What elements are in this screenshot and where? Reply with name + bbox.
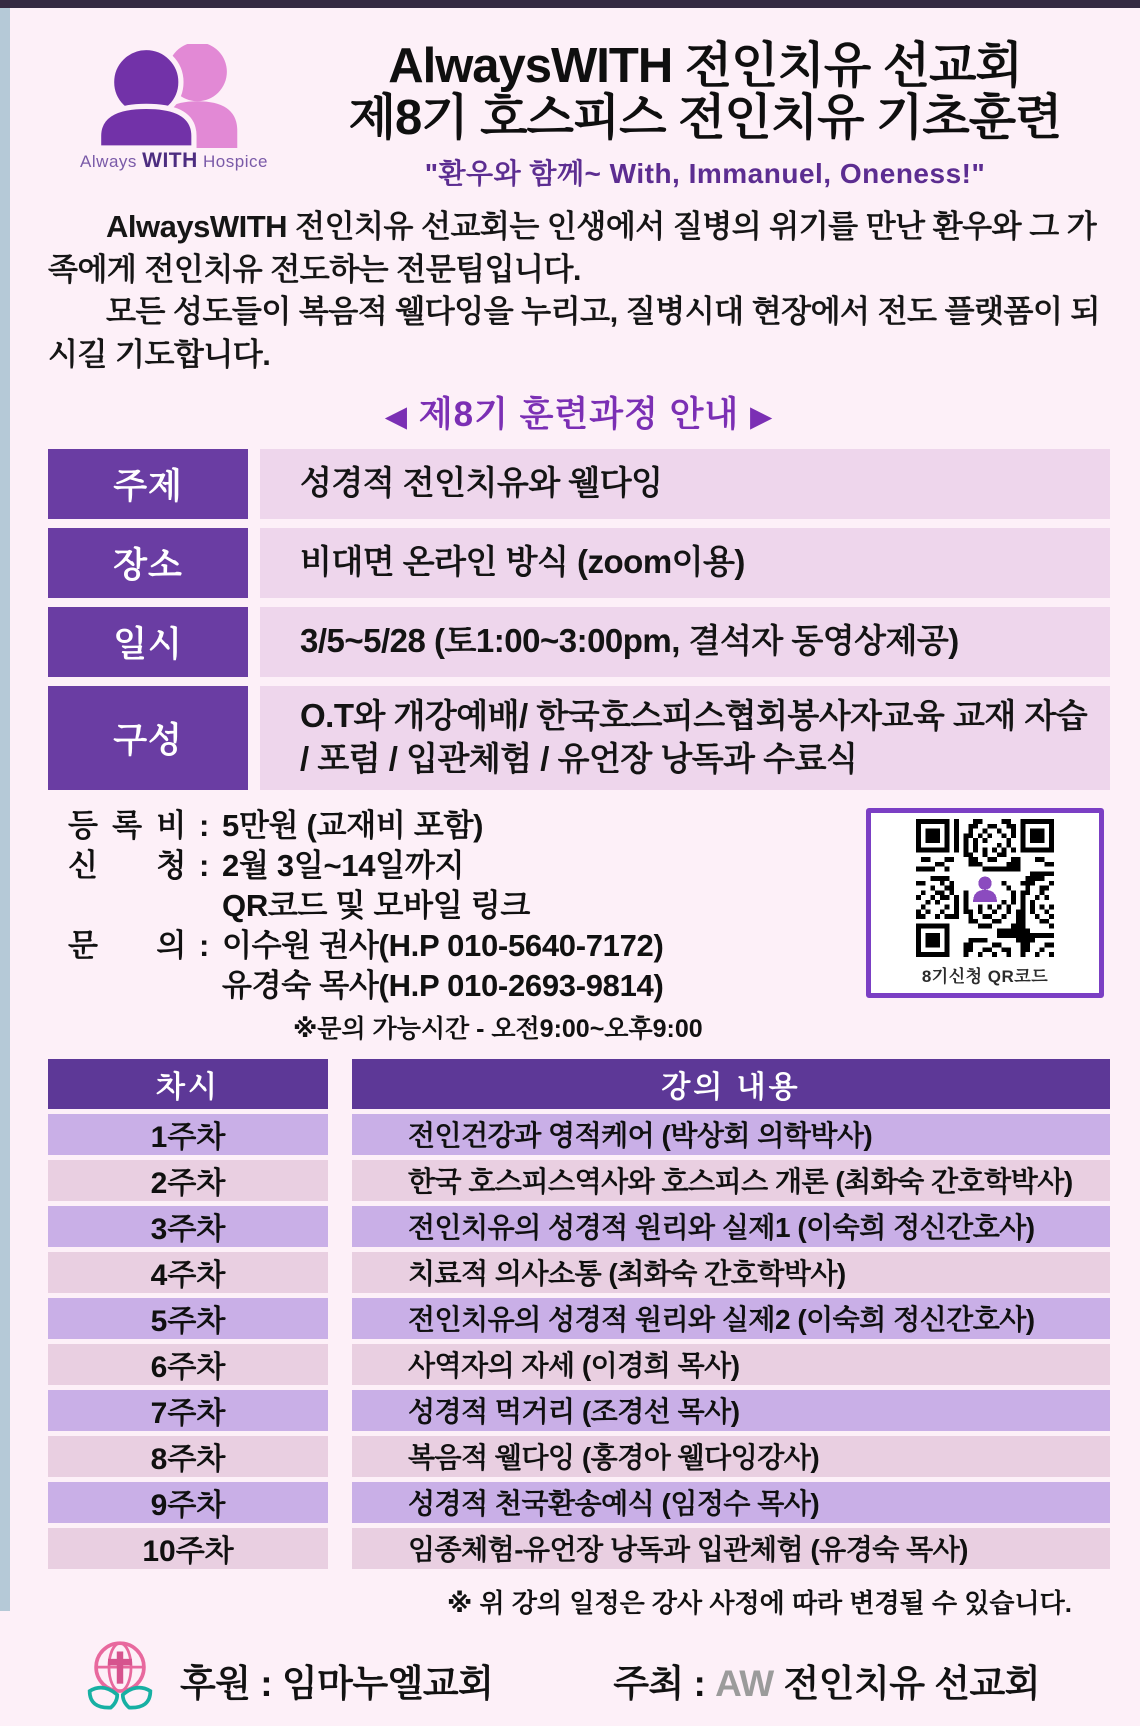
lecture-schedule-table	[48, 1059, 1110, 1569]
line-label: 신 청	[68, 847, 186, 883]
table-row	[48, 1160, 1110, 1201]
brand-logo	[48, 36, 300, 192]
sponsor-label: 후원 : 임마누엘교회	[180, 1662, 494, 1704]
content-cell: 사역자의 자세 (이경희 목사)	[352, 1344, 1110, 1385]
line-value: 5만원 (교재비 포함)	[222, 807, 484, 843]
row-value: 성경적 전인치유와 웰다잉	[260, 449, 1110, 519]
content-cell: 전인건강과 영적케어 (박상회 의학박사)	[352, 1114, 1110, 1155]
subtitle: "환우와 함께~ With, Immanuel, Oneness!"	[424, 157, 986, 189]
line-colon	[186, 966, 222, 1006]
line-label	[68, 966, 186, 1006]
left-border	[0, 8, 10, 1611]
registration-line	[68, 886, 854, 926]
line-value: 유경숙 목사(H.P 010-2693-9814)	[222, 967, 664, 1003]
registration-lines	[48, 806, 854, 1045]
people-icon	[69, 44, 279, 148]
host-suffix: 전인치유 선교회	[773, 1662, 1040, 1704]
poster	[10, 8, 1140, 1726]
qr-code	[916, 819, 1054, 957]
top-border	[0, 0, 1140, 8]
row-value: 비대면 온라인 방식 (zoom이용)	[260, 528, 1110, 598]
line-value: 이수원 권사(H.P 010-5640-7172)	[222, 927, 664, 963]
page-title-line1: AlwaysWITH 전인치유 선교회	[388, 39, 1022, 93]
host-aw: AW	[715, 1662, 774, 1704]
week-cell: 1주차	[48, 1114, 328, 1155]
brand-tagline	[48, 149, 300, 173]
registration-line	[68, 846, 854, 886]
content-cell: 임종체험-유언장 낭독과 입관체험 (유경숙 목사)	[352, 1528, 1110, 1569]
registration-section	[48, 806, 1110, 1045]
qr-code-box	[866, 808, 1104, 998]
registration-line	[68, 926, 854, 966]
table-row	[48, 1252, 1110, 1293]
row-value: 3/5~5/28 (토1:00~3:00pm, 결석자 동영상제공)	[260, 607, 1110, 677]
content-cell: 전인치유의 성경적 원리와 실제2 (이숙희 정신간호사)	[352, 1298, 1110, 1339]
content-cell: 한국 호스피스역사와 호스피스 개론 (최화숙 간호학박사)	[352, 1160, 1110, 1201]
inquiry-hours-note: ※문의 가능시간 - 오전9:00~오후9:00	[293, 1014, 703, 1043]
line-colon: :	[198, 927, 210, 963]
content-cell: 성경적 먹거리 (조경선 목사)	[352, 1390, 1110, 1431]
row-label: 일시	[48, 607, 248, 677]
row-label: 장소	[48, 528, 248, 598]
course-info-table	[48, 449, 1110, 790]
section-title	[48, 387, 1110, 437]
table-header-row	[48, 1059, 1110, 1109]
registration-line	[68, 806, 854, 846]
content-cell: 복음적 웰다잉 (홍경아 웰다잉강사)	[352, 1436, 1110, 1477]
intro-section	[48, 206, 1106, 377]
footer	[48, 1634, 1110, 1726]
table-row	[48, 1390, 1110, 1431]
host	[613, 1653, 1040, 1707]
week-cell: 2주차	[48, 1160, 328, 1201]
church-logo-icon	[74, 1634, 166, 1726]
line-label: 등 록 비	[68, 807, 186, 843]
right-arrow-icon: ▶	[749, 400, 774, 433]
line-label	[68, 886, 186, 926]
week-cell: 8주차	[48, 1436, 328, 1477]
content-cell: 전인치유의 성경적 원리와 실제1 (이숙희 정신간호사)	[352, 1206, 1110, 1247]
table-row	[48, 1528, 1110, 1569]
row-value: O.T와 개강예배/ 한국호스피스협회봉사자교육 교재 자습 / 포럼 / 입관체험 / 유언장 낭독과 수료식	[260, 686, 1110, 790]
page-title-line2: 제8기 호스피스 전인치유 기초훈련	[348, 91, 1062, 146]
week-cell: 4주차	[48, 1252, 328, 1293]
row-label: 구성	[48, 686, 248, 790]
schedule-change-note: ※ 위 강의 일정은 강사 사정에 따라 변경될 수 있습니다.	[447, 1587, 1072, 1618]
brand-with: WITH	[142, 149, 198, 172]
row-label: 주제	[48, 449, 248, 519]
intro-paragraph-1: AlwaysWITH 전인치유 선교회는 인생에서 질병의 위기를 만난 환우와 그 가족에게 전인치유 전도하는 전문팀입니다.	[48, 208, 1097, 287]
line-label: 문 의	[68, 927, 186, 963]
line-value: QR코드 및 모바일 링크	[222, 887, 531, 923]
left-arrow-icon: ◀	[384, 400, 409, 433]
week-cell: 10주차	[48, 1528, 328, 1569]
header	[48, 36, 1110, 192]
week-cell: 5주차	[48, 1298, 328, 1339]
week-cell: 6주차	[48, 1344, 328, 1385]
table-row	[48, 1344, 1110, 1385]
table-row	[48, 686, 1110, 790]
column-header-content: 강의 내용	[352, 1059, 1110, 1109]
brand-always: Always	[80, 152, 137, 171]
section-title-text: 제8기 훈련과정 안내	[418, 394, 740, 434]
line-colon: :	[198, 807, 210, 843]
table-row	[48, 1114, 1110, 1155]
table-row	[48, 1436, 1110, 1477]
sponsor	[74, 1634, 493, 1726]
week-cell: 9주차	[48, 1482, 328, 1523]
qr-caption: 8기신청 QR코드	[921, 966, 1049, 986]
week-cell: 3주차	[48, 1206, 328, 1247]
week-cell: 7주차	[48, 1390, 328, 1431]
table-row	[48, 607, 1110, 677]
table-row	[48, 1206, 1110, 1247]
intro-paragraph-2: 모든 성도들이 복음적 웰다잉을 누리고, 질병시대 현장에서 전도 플랫폼이 되시길 기도합니다.	[48, 294, 1100, 373]
host-prefix: 주최 :	[613, 1662, 716, 1704]
table-row	[48, 528, 1110, 598]
table-row	[48, 449, 1110, 519]
title-block	[300, 36, 1110, 192]
brand-hospice: Hospice	[203, 152, 268, 171]
registration-line	[68, 966, 854, 1006]
content-cell: 성경적 천국환송예식 (임정수 목사)	[352, 1482, 1110, 1523]
column-header-week: 차시	[48, 1059, 328, 1109]
line-colon	[186, 886, 222, 926]
content-cell: 치료적 의사소통 (최화숙 간호학박사)	[352, 1252, 1110, 1293]
line-colon: :	[198, 847, 210, 883]
line-value: 2월 3일~14일까지	[222, 847, 465, 883]
table-row	[48, 1482, 1110, 1523]
table-row	[48, 1298, 1110, 1339]
